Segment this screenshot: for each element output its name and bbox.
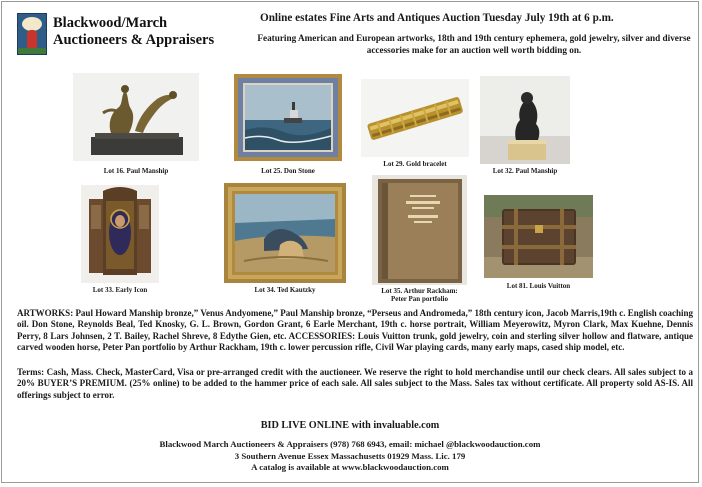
lot-81-photo — [484, 195, 593, 278]
lot-35-caption — [368, 287, 471, 303]
lot-16-caption: Lot 16. Paul Manship — [103, 167, 169, 175]
lot-34-photo — [224, 183, 346, 283]
lot-81-caption: Lot 81. Louis Vuitton — [506, 282, 571, 290]
lot-35-caption-line2: Peter Pan portfolio — [390, 295, 449, 303]
company-name — [53, 15, 214, 49]
lot-32-caption: Lot 32. Paul Manship — [492, 167, 558, 175]
lot-16-photo — [73, 73, 199, 161]
lot-34-caption: Lot 34. Ted Kautzky — [254, 286, 316, 294]
footer-address-line: 3 Southern Avenue Essex Massachusetts 01929 Mass. Lic. 179 — [234, 450, 466, 461]
bid-online-line: BID LIVE ONLINE with invaluable.com — [260, 420, 440, 431]
lot-29-caption: Lot 29. Gold bracelet — [383, 160, 447, 168]
artworks-description: ARTWORKS: Paul Howard Manship bronze,” Venus Andyomene,” Paul Manship bronze, “Perseus and Andromeda,” 18th century icon, Jacob Marris,19th c. English coaching oil. Don Stone, Reynolds Beal, Ted Knosky, G. L. Brown, Gordon Grant, 6 Earle Merchant, 19th c. horse portrait, William Meyerowitz, Myron Clark, Max Kuehne, Dennis Perry, 8 Lars Johnsen, 2 T. Bailey, Rachel Shreve, 8 Edythe Gien, etc. ACCESSORIES: Louis Vuitton trunk, gold jewelry, coin and sterling silver hollow and flatware, antique carved wooden horse, Peter Pan portfolio by Arthur Rackham, 19th c. lower percussion rifle, Civil War playing cards, many early maps, cased ship model, etc. — [17, 308, 694, 353]
auction-headline: Online estates Fine Arts and Antiques Auction Tuesday July 19th at 6 p.m. — [260, 12, 614, 24]
contact-footer — [2, 439, 698, 474]
company-name-line1: Blackwood/March — [53, 15, 168, 31]
company-name-line2: Auctioneers & Appraisers — [53, 32, 215, 48]
terms-of-sale: Terms: Cash, Mass. Check, MasterCard, Visa or pre-arranged credit with the auctioneer. We reserve the right to hold merchandise until our check clears. All sales subject to a 20% BUYER’S PREMIUM. (25% online) to be added to the hammer price of each sale. All sales subject to the Mass. Sales tax without certificate. All property sold AS-IS. All offerings subject to error. — [17, 367, 693, 400]
lot-25-photo — [234, 74, 342, 161]
footer-contact-line: Blackwood March Auctioneers & Appraisers (978) 768 6943, email: michael @blackwoodauction.com — [159, 439, 541, 449]
lot-25-caption: Lot 25. Don Stone — [261, 167, 315, 175]
lot-29-photo — [361, 79, 469, 157]
lot-35-caption-line1: Lot 35. Arthur Rackham: — [381, 287, 458, 295]
auction-intro: Featuring American and European artworks, 18th and 19th century ephemera, gold jewelry, silver and diverse accessories make for an auction well worth bidding on. — [257, 33, 691, 55]
auction-flyer — [1, 1, 699, 483]
company-logo — [17, 13, 47, 55]
lot-33-caption: Lot 33. Early Icon — [92, 286, 148, 294]
lot-33-photo — [81, 185, 159, 283]
lot-35-photo — [372, 175, 467, 285]
footer-catalog-line: A catalog is available at www.blackwoodauction.com — [251, 462, 449, 473]
lot-32-photo — [480, 76, 570, 164]
